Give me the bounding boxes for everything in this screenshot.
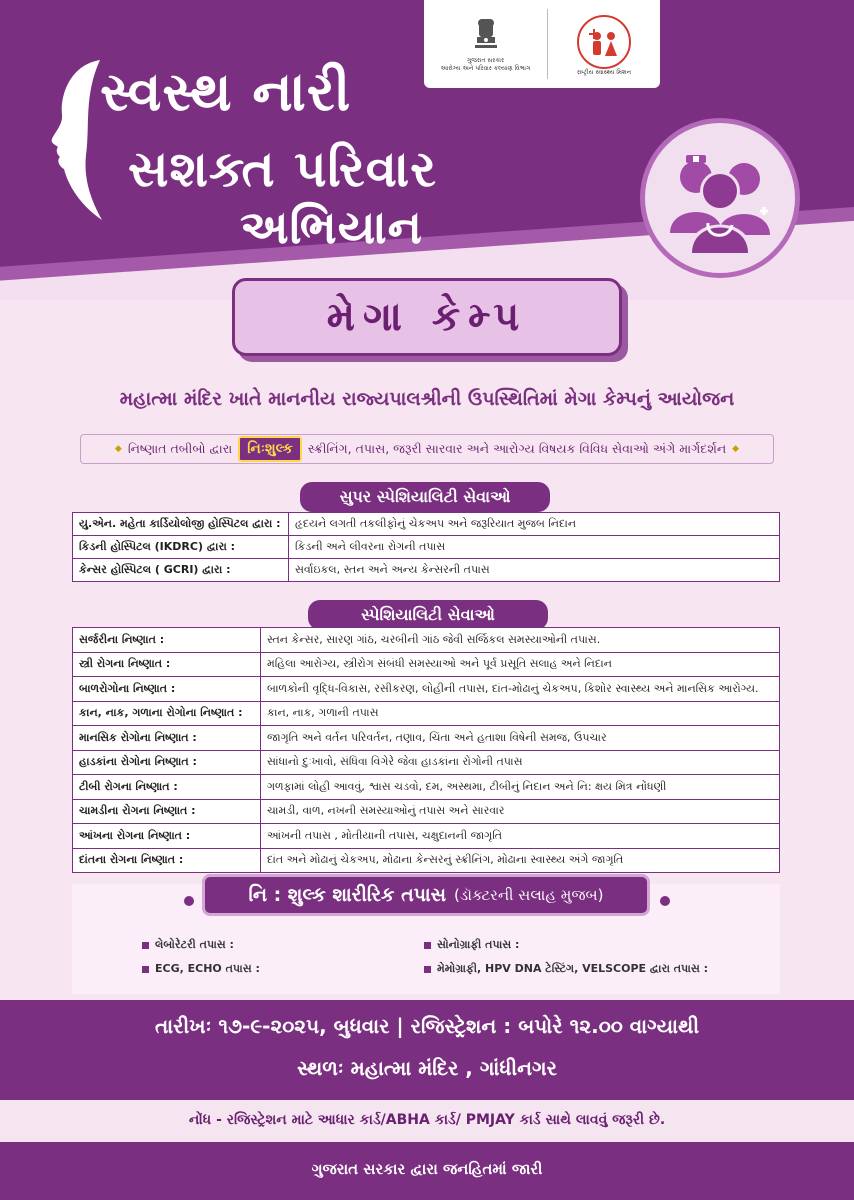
super-specialty-heading: સુપર સ્પેશિયાલિટી સેવાઓ bbox=[300, 482, 550, 512]
test-item bbox=[424, 962, 708, 976]
test-label: મેમોગ્રાફી, HPV DNA ટેસ્ટિંગ, VELSCOPE દ્વારા તપાસ : bbox=[437, 962, 708, 975]
subline-before: નિષ્ણાત તબીબો દ્વારા bbox=[127, 441, 233, 456]
service-cell: બાળકોની વૃદ્ધિ-વિકાસ, રસીકરણ, લોહીની તપાસ, દાંત-મોઢાનું ચેકઅપ, કિશોર સ્વાસ્થ્ય અને માનસિક આરોગ્ય. bbox=[261, 677, 780, 702]
provider-cell: હાડકાંના રોગોના નિષ્ણાત : bbox=[73, 750, 261, 775]
service-cell: આંખની તપાસ , મોતીયાની તપાસ, ચક્ષુદાનની જાગૃતિ bbox=[261, 824, 780, 849]
provider-cell: સ્ત્રી રોગના નિષ્ણાત : bbox=[73, 652, 261, 677]
gujarat-gov-logo bbox=[424, 9, 548, 79]
table-row bbox=[73, 701, 780, 726]
service-cell: ચામડી, વાળ, નખની સમસ્યાઓનું તપાસ અને સારવાર bbox=[261, 799, 780, 824]
campaign-title-line2: સશક્ત પરિવાર bbox=[128, 140, 437, 198]
provider-cell: આંખના રોગના નિષ્ણાત : bbox=[73, 824, 261, 849]
table-row bbox=[73, 775, 780, 800]
provider-cell: કેન્સર હોસ્પિટલ ( GCRI) દ્વારા : bbox=[73, 559, 289, 582]
square-bullet-icon bbox=[142, 966, 149, 973]
table-row bbox=[73, 536, 780, 559]
provider-cell: ચામડીના રોગના નિષ્ણાત : bbox=[73, 799, 261, 824]
gov-name: ગુજરાત સરકાર bbox=[466, 57, 505, 64]
physical-exam-title: નિ : શુલ્ક શારીરિક તપાસ bbox=[248, 884, 447, 906]
service-cell: કાન, નાક, ગળાની તપાસ bbox=[261, 701, 780, 726]
doctors-badge bbox=[640, 118, 800, 278]
gov-department: આરોગ્ય અને પરિવાર કલ્યાણ વિભાગ bbox=[440, 65, 531, 72]
nhm-logo bbox=[548, 9, 660, 79]
nhm-emblem-icon bbox=[567, 12, 641, 76]
physical-exam-panel bbox=[72, 884, 780, 994]
test-label: ECG, ECHO તપાસ : bbox=[155, 962, 260, 975]
mega-camp-label: મેગા કેમ્પ bbox=[326, 294, 528, 340]
service-cell: દાંત અને મોઢાનું ચેકઅપ, મોઢાના કેન્સરનું સ્ક્રીનિંગ, મોઢાના સ્વાસ્થ્ય અંગે જાગૃતિ bbox=[261, 848, 780, 873]
diamond-bullet-icon: ◆ bbox=[114, 444, 122, 454]
event-headline: મહાત્મા મંદિર ખાતે માનનીય રાજ્યપાલશ્રીની ઉપસ્થિતિમાં મેગા કેમ્પનું આયોજન bbox=[119, 388, 735, 410]
specialty-table bbox=[72, 627, 780, 873]
registration-note: નોંધ - રજિસ્ટ્રેશન માટે આધાર કાર્ડ/ABHA કાર્ડ/ PMJAY કાર્ડ સાથે લાવવું જરૂરી છે. bbox=[188, 1112, 666, 1128]
table-row bbox=[73, 628, 780, 653]
provider-cell: યુ.એન. મહેતા કાર્ડિયોલોજી હોસ્પિટલ દ્વારા : bbox=[73, 513, 289, 536]
subline-after: સ્ક્રીનિંગ, તપાસ, જરૂરી સારવાર અને આરોગ્ય વિષયક વિવિધ સેવાઓ અંગે માર્ગદર્શન bbox=[307, 441, 727, 456]
table-row bbox=[73, 652, 780, 677]
service-cell: જાગૃતિ અને વર્તન પરિવર્તન, તણાવ, ચિંતા અને હતાશા વિષેની સમજ, ઉપચાર bbox=[261, 726, 780, 751]
event-date-time: તારીખઃ ૧૭-૯-૨૦૨૫, બુધવાર | રજિસ્ટ્રેશન : બપોરે ૧૨.૦૦ વાગ્યાથી bbox=[154, 1014, 700, 1038]
square-bullet-icon bbox=[424, 966, 431, 973]
physical-exam-heading bbox=[202, 874, 650, 916]
provider-cell: કાન, નાક, ગળાના રોગોના નિષ્ણાત : bbox=[73, 701, 261, 726]
event-venue: સ્થળઃ મહાત્મા મંદિર , ગાંધીનગર bbox=[297, 1056, 557, 1080]
square-bullet-icon bbox=[142, 942, 149, 949]
issued-by: ગુજરાત સરકાર દ્વારા જનહિતમાં જારી bbox=[311, 1160, 543, 1178]
logos-panel bbox=[424, 0, 660, 88]
doctors-icon bbox=[660, 143, 780, 253]
mission-name: રાષ્ટ્રીય સ્વાસ્થ્ય મિશન bbox=[576, 69, 632, 76]
specialty-heading: સ્પેશિયાલિટી સેવાઓ bbox=[308, 600, 548, 630]
service-cell: હૃદયને લગતી તકલીફોનું ચેકઅપ અને જરૂરિયાત મુજબ નિદાન bbox=[289, 513, 780, 536]
service-cell: સ્તન કેન્સર, સારણ ગાંઠ, ચરબીની ગાંઠ જેવી સર્જિકલ સમસ્યાઓની તપાસ. bbox=[261, 628, 780, 653]
provider-cell: માનસિક રોગોના નિષ્ણાત : bbox=[73, 726, 261, 751]
provider-cell: સર્જરીના નિષ્ણાત : bbox=[73, 628, 261, 653]
mega-camp-banner bbox=[232, 278, 622, 356]
table-row bbox=[73, 726, 780, 751]
test-item bbox=[142, 962, 260, 976]
service-cell: ગળફામાં લોહી આવવું, શ્વાસ ચડવો, દમ, અસ્થમા, ટીબીનું નિદાન અને નિ: ક્ષય મિત્ર નોંધણી bbox=[261, 775, 780, 800]
campaign-title-line3: અભિયાન bbox=[240, 200, 423, 254]
service-cell: સાંધાનો દુઃખાવો, સંધિવા વિગેરે જેવા હાડકાંના રોગોની તપાસ bbox=[261, 750, 780, 775]
dot-icon bbox=[184, 896, 194, 906]
dot-icon bbox=[660, 896, 670, 906]
table-row bbox=[73, 799, 780, 824]
diamond-bullet-icon: ◆ bbox=[732, 444, 740, 454]
service-cell: મહિલા આરોગ્ય, સ્ત્રીરોગ સંબંધી સમસ્યાઓ અને પૂર્વ પ્રસૂતિ સલાહ અને નિદાન bbox=[261, 652, 780, 677]
campaign-title-line1: સ્વસ્થ નારી bbox=[100, 60, 352, 123]
test-item bbox=[424, 938, 519, 952]
test-item bbox=[142, 938, 234, 952]
table-row bbox=[73, 513, 780, 536]
table-row bbox=[73, 824, 780, 849]
emblem-icon bbox=[471, 15, 501, 55]
service-cell: સર્વાઇકલ, સ્તન અને અન્ય કેન્સરની તપાસ bbox=[289, 559, 780, 582]
test-label: સોનોગ્રાફી તપાસ : bbox=[437, 938, 520, 951]
services-subline bbox=[80, 434, 774, 464]
provider-cell: ટીબી રોગના નિષ્ણાત : bbox=[73, 775, 261, 800]
free-badge: નિઃશુલ્ક bbox=[238, 436, 302, 462]
square-bullet-icon bbox=[424, 942, 431, 949]
table-row bbox=[73, 677, 780, 702]
provider-cell: બાળરોગોના નિષ્ણાત : bbox=[73, 677, 261, 702]
super-specialty-table bbox=[72, 512, 780, 582]
table-row bbox=[73, 848, 780, 873]
service-cell: કિડની અને લીવરના રોગની તપાસ bbox=[289, 536, 780, 559]
table-row bbox=[73, 559, 780, 582]
test-label: લેબોરેટરી તપાસ : bbox=[155, 938, 234, 951]
table-row bbox=[73, 750, 780, 775]
provider-cell: કિડની હોસ્પિટલ (IKDRC) દ્વારા : bbox=[73, 536, 289, 559]
physical-exam-note: (ડૉક્ટરની સલાહ મુજબ) bbox=[454, 886, 604, 904]
provider-cell: દાંતના રોગના નિષ્ણાત : bbox=[73, 848, 261, 873]
